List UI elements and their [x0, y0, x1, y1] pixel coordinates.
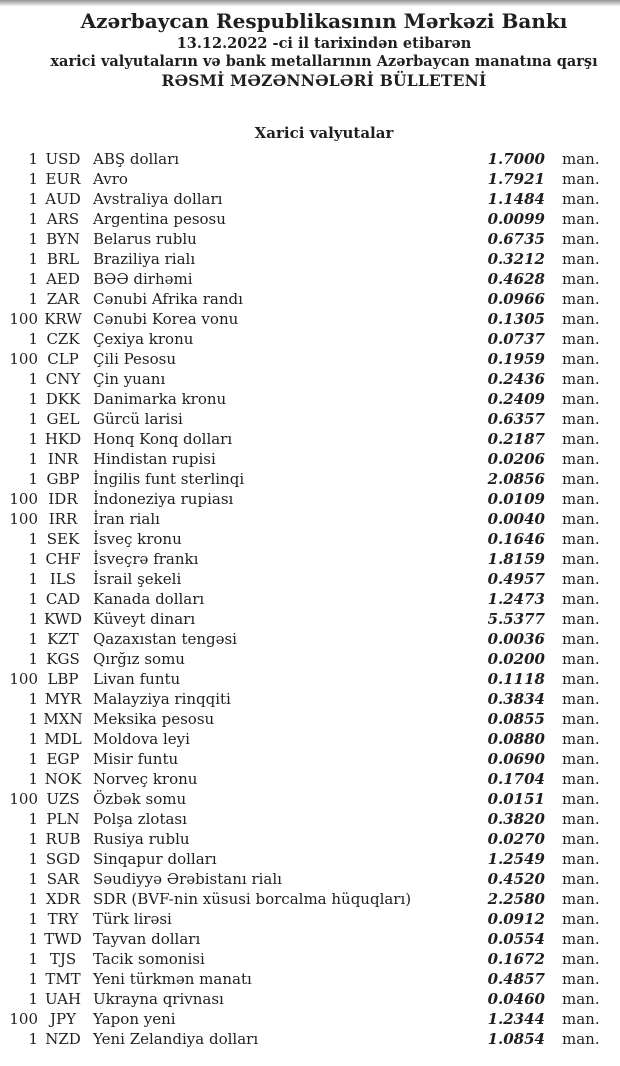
qty-cell: 1 [28, 750, 38, 768]
currency-name: BƏƏ dirhəmi [93, 270, 193, 288]
currency-code: KZT [47, 630, 79, 648]
table-row [0, 369, 620, 389]
currency-name: Moldova leyi [93, 730, 190, 748]
rate-value: 0.6735 [487, 230, 545, 248]
table-row [0, 709, 620, 729]
qty-cell: 1 [28, 210, 38, 228]
table-row [0, 269, 620, 289]
unit-label: man. [562, 1010, 600, 1028]
table-row [0, 149, 620, 169]
table-row [0, 429, 620, 449]
currency-code: NOK [44, 770, 82, 788]
currency-name: Küveyt dinarı [93, 610, 196, 628]
table-row [0, 209, 620, 229]
qty-cell: 1 [28, 870, 38, 888]
currency-code: SEK [46, 530, 80, 548]
unit-label: man. [562, 210, 600, 228]
qty-cell: 1 [28, 290, 38, 308]
qty-cell: 100 [9, 510, 38, 528]
table-row [0, 649, 620, 669]
qty-cell: 1 [28, 250, 38, 268]
table-row [0, 389, 620, 409]
qty-cell: 1 [28, 170, 38, 188]
rate-value: 0.1118 [487, 670, 545, 688]
qty-cell: 100 [9, 310, 38, 328]
unit-label: man. [562, 830, 600, 848]
section-title-foreign-currencies: Xarici valyutalar [254, 124, 394, 142]
unit-label: man. [562, 930, 600, 948]
table-row [0, 449, 620, 469]
currency-code: BRL [46, 250, 80, 268]
window-top-border [0, 0, 620, 6]
rate-value: 1.8159 [487, 550, 545, 568]
table-row [0, 969, 620, 989]
qty-cell: 100 [9, 350, 38, 368]
unit-label: man. [562, 330, 600, 348]
table-row [0, 289, 620, 309]
currency-code: TJS [49, 950, 77, 968]
table-row [0, 1009, 620, 1029]
unit-label: man. [562, 450, 600, 468]
rate-value: 0.6357 [487, 410, 545, 428]
currency-code: AED [46, 270, 80, 288]
unit-label: man. [562, 230, 600, 248]
currency-code: MDL [44, 730, 82, 748]
currency-code: PLN [46, 810, 80, 828]
table-row [0, 989, 620, 1009]
table-row [0, 609, 620, 629]
table-row [0, 749, 620, 769]
currency-code: CAD [45, 590, 81, 608]
rate-value: 1.7921 [487, 170, 545, 188]
currency-name: Gürcü larisi [93, 410, 183, 428]
qty-cell: 1 [28, 410, 38, 428]
currency-code: IDR [48, 490, 78, 508]
currency-name: Avro [93, 170, 128, 188]
unit-label: man. [562, 250, 600, 268]
qty-cell: 1 [28, 930, 38, 948]
currency-code: GBP [46, 470, 80, 488]
currency-code: USD [45, 150, 81, 168]
qty-cell: 1 [28, 390, 38, 408]
currency-name: SDR (BVF-nin xüsusi borcalma hüquqları) [93, 890, 412, 908]
unit-label: man. [562, 750, 600, 768]
currency-code: IRR [48, 510, 78, 528]
currency-name: Honq Konq dolları [93, 430, 233, 448]
unit-label: man. [562, 490, 600, 508]
table-row [0, 589, 620, 609]
unit-label: man. [562, 530, 600, 548]
qty-cell: 1 [28, 450, 38, 468]
table-row [0, 889, 620, 909]
qty-cell: 1 [28, 430, 38, 448]
rate-value: 1.2473 [487, 590, 545, 608]
unit-label: man. [562, 670, 600, 688]
currency-name: İsveç kronu [93, 530, 182, 548]
currency-code: JPY [49, 1010, 76, 1028]
rate-value: 5.5377 [487, 610, 545, 628]
currency-code: ILS [49, 570, 77, 588]
unit-label: man. [562, 850, 600, 868]
unit-label: man. [562, 610, 600, 628]
qty-cell: 1 [28, 370, 38, 388]
rate-value: 2.2580 [487, 890, 545, 908]
qty-cell: 1 [28, 910, 38, 928]
unit-label: man. [562, 590, 600, 608]
rate-value: 0.0036 [487, 630, 545, 648]
currency-name: Livan funtu [93, 670, 181, 688]
unit-label: man. [562, 570, 600, 588]
unit-label: man. [562, 790, 600, 808]
currency-name: Cənubi Korea vonu [93, 310, 239, 328]
rate-value: 0.4520 [487, 870, 545, 888]
currency-name: Polşa zlotası [93, 810, 187, 828]
qty-cell: 1 [28, 470, 38, 488]
rate-value: 0.0040 [487, 510, 545, 528]
currency-name: ABŞ dolları [93, 150, 180, 168]
currency-name: Özbək somu [93, 790, 187, 808]
unit-label: man. [562, 630, 600, 648]
currency-name: Qazaxıstan tengəsi [93, 630, 237, 648]
currency-name: Yeni Zelandiya dolları [93, 1030, 259, 1048]
qty-cell: 1 [28, 730, 38, 748]
currency-name: Malayziya rinqqiti [93, 690, 231, 708]
currency-name: Ukrayna qrivnası [93, 990, 224, 1008]
rate-value: 0.0460 [487, 990, 545, 1008]
rate-value: 0.0912 [487, 910, 545, 928]
table-row [0, 469, 620, 489]
unit-label: man. [562, 990, 600, 1008]
rate-value: 0.2409 [487, 390, 545, 408]
rate-value: 1.0854 [487, 1030, 545, 1048]
qty-cell: 1 [28, 890, 38, 908]
unit-label: man. [562, 1030, 600, 1048]
bulletin-subtitle: xarici valyutaların və bank metallarının Azərbaycan manatına qarşı [50, 53, 598, 70]
unit-label: man. [562, 690, 600, 708]
currency-name: Sinqapur dolları [93, 850, 217, 868]
currency-name: Çili Pesosu [93, 350, 177, 368]
rate-value: 1.2344 [487, 1010, 545, 1028]
currency-code: AUD [45, 190, 81, 208]
currency-code: KRW [44, 310, 82, 328]
unit-label: man. [562, 350, 600, 368]
currency-code: EGP [46, 750, 80, 768]
table-row [0, 529, 620, 549]
currency-name: Argentina pesosu [93, 210, 226, 228]
qty-cell: 1 [28, 650, 38, 668]
qty-cell: 100 [9, 670, 38, 688]
rate-value: 0.4857 [487, 970, 545, 988]
currency-name: Qırğız somu [93, 650, 185, 668]
table-row [0, 869, 620, 889]
currency-name: Səudiyyə Ərəbistanı rialı [93, 870, 282, 888]
rate-value: 0.1959 [487, 350, 545, 368]
currency-name: Yeni türkmən manatı [93, 970, 252, 988]
unit-label: man. [562, 870, 600, 888]
qty-cell: 1 [28, 570, 38, 588]
currency-code: CNY [45, 370, 81, 388]
qty-cell: 1 [28, 810, 38, 828]
table-row [0, 1029, 620, 1049]
currency-name: Rusiya rublu [93, 830, 190, 848]
currency-code: TRY [47, 910, 79, 928]
unit-label: man. [562, 310, 600, 328]
currency-name: Misir funtu [93, 750, 179, 768]
rate-value: 0.0966 [487, 290, 545, 308]
currency-code: BYN [46, 230, 80, 248]
unit-label: man. [562, 730, 600, 748]
qty-cell: 1 [28, 950, 38, 968]
qty-cell: 1 [28, 590, 38, 608]
rate-value: 0.1672 [487, 950, 545, 968]
rate-value: 0.3820 [487, 810, 545, 828]
qty-cell: 1 [28, 530, 38, 548]
qty-cell: 100 [9, 790, 38, 808]
currency-name: Çexiya kronu [93, 330, 194, 348]
unit-label: man. [562, 650, 600, 668]
rates-table [0, 149, 620, 1049]
currency-code: DKK [45, 390, 81, 408]
unit-label: man. [562, 550, 600, 568]
unit-label: man. [562, 970, 600, 988]
bank-name-title: Azərbaycan Respublikasının Mərkəzi Bankı [80, 9, 568, 33]
rate-value: 0.0690 [487, 750, 545, 768]
effective-date-line: 13.12.2022 -ci il tarixindən etibarən [176, 35, 472, 52]
currency-name: Danimarka kronu [93, 390, 227, 408]
unit-label: man. [562, 710, 600, 728]
qty-cell: 1 [28, 270, 38, 288]
currency-name: Türk lirəsi [93, 910, 172, 928]
table-row [0, 249, 620, 269]
table-row [0, 789, 620, 809]
table-row [0, 489, 620, 509]
unit-label: man. [562, 770, 600, 788]
unit-label: man. [562, 910, 600, 928]
qty-cell: 1 [28, 710, 38, 728]
currency-code: EUR [45, 170, 81, 188]
currency-name: İsrail şekeli [93, 570, 182, 588]
unit-label: man. [562, 890, 600, 908]
table-row [0, 949, 620, 969]
unit-label: man. [562, 810, 600, 828]
currency-code: XDR [46, 890, 80, 908]
rate-value: 0.0880 [487, 730, 545, 748]
table-row [0, 629, 620, 649]
currency-code: CHF [45, 550, 81, 568]
table-row [0, 829, 620, 849]
currency-code: MYR [44, 690, 82, 708]
unit-label: man. [562, 470, 600, 488]
qty-cell: 1 [28, 690, 38, 708]
rate-value: 0.0554 [487, 930, 545, 948]
qty-cell: 1 [28, 770, 38, 788]
currency-code: TWD [44, 930, 82, 948]
currency-code: LBP [47, 670, 79, 688]
table-row [0, 669, 620, 689]
currency-code: GEL [46, 410, 80, 428]
currency-code: CZK [46, 330, 80, 348]
currency-code: UAH [44, 990, 82, 1008]
currency-code: KGS [46, 650, 80, 668]
unit-label: man. [562, 370, 600, 388]
currency-code: SAR [46, 870, 80, 888]
table-row [0, 909, 620, 929]
unit-label: man. [562, 430, 600, 448]
qty-cell: 1 [28, 150, 38, 168]
currency-name: İndoneziya rupiası [93, 490, 234, 508]
unit-label: man. [562, 270, 600, 288]
currency-name: Meksika pesosu [93, 710, 215, 728]
currency-name: İsveçrə frankı [93, 550, 199, 568]
rate-value: 0.1646 [487, 530, 545, 548]
currency-code: UZS [46, 790, 80, 808]
table-row [0, 729, 620, 749]
unit-label: man. [562, 190, 600, 208]
table-row [0, 349, 620, 369]
currency-name: Avstraliya dolları [93, 190, 223, 208]
qty-cell: 1 [28, 550, 38, 568]
currency-code: SGD [45, 850, 81, 868]
rate-value: 0.4628 [487, 270, 545, 288]
currency-name: Çin yuanı [93, 370, 166, 388]
table-row [0, 689, 620, 709]
unit-label: man. [562, 150, 600, 168]
currency-code: ARS [46, 210, 80, 228]
document-header [0, 8, 620, 91]
table-row [0, 329, 620, 349]
table-row [0, 409, 620, 429]
table-row [0, 189, 620, 209]
rate-value: 0.2436 [487, 370, 545, 388]
rate-value: 0.4957 [487, 570, 545, 588]
qty-cell: 1 [28, 970, 38, 988]
currency-code: INR [47, 450, 79, 468]
qty-cell: 100 [9, 1010, 38, 1028]
rate-value: 0.0151 [487, 790, 545, 808]
unit-label: man. [562, 170, 600, 188]
currency-code: RUB [45, 830, 81, 848]
qty-cell: 1 [28, 630, 38, 648]
table-row [0, 809, 620, 829]
qty-cell: 1 [28, 990, 38, 1008]
currency-name: Hindistan rupisi [93, 450, 216, 468]
rate-value: 0.0200 [487, 650, 545, 668]
rate-value: 0.1305 [487, 310, 545, 328]
currency-name: İran rialı [93, 510, 160, 528]
unit-label: man. [562, 410, 600, 428]
currency-code: HKD [44, 430, 82, 448]
currency-name: İngilis funt sterlinqi [93, 470, 245, 488]
currency-name: Cənubi Afrika randı [93, 290, 243, 308]
rate-value: 1.7000 [487, 150, 545, 168]
qty-cell: 1 [28, 830, 38, 848]
rate-value: 0.2187 [487, 430, 545, 448]
unit-label: man. [562, 950, 600, 968]
table-row [0, 769, 620, 789]
unit-label: man. [562, 390, 600, 408]
qty-cell: 1 [28, 330, 38, 348]
table-row [0, 169, 620, 189]
currency-code: KWD [43, 610, 83, 628]
unit-label: man. [562, 510, 600, 528]
currency-code: CLP [47, 350, 79, 368]
qty-cell: 1 [28, 230, 38, 248]
currency-name: Tacik somonisi [93, 950, 205, 968]
currency-name: Kanada dolları [93, 590, 205, 608]
table-row [0, 309, 620, 329]
rate-value: 0.3834 [487, 690, 545, 708]
rate-value: 0.0109 [487, 490, 545, 508]
rate-value: 0.0206 [487, 450, 545, 468]
bulletin-title: RƏSMİ MƏZƏNNƏLƏRİ BÜLLETENİ [161, 71, 487, 90]
currency-code: TMT [45, 970, 81, 988]
rate-value: 1.1484 [487, 190, 545, 208]
currency-code: MXN [43, 710, 83, 728]
rate-value: 2.0856 [487, 470, 545, 488]
rate-value: 1.2549 [487, 850, 545, 868]
qty-cell: 100 [9, 490, 38, 508]
table-row [0, 229, 620, 249]
qty-cell: 1 [28, 610, 38, 628]
rate-value: 0.3212 [487, 250, 545, 268]
currency-name: Yapon yeni [93, 1010, 176, 1028]
currency-name: Belarus rublu [93, 230, 197, 248]
table-row [0, 549, 620, 569]
qty-cell: 1 [28, 850, 38, 868]
table-row [0, 929, 620, 949]
table-row [0, 569, 620, 589]
currency-name: Braziliya rialı [93, 250, 196, 268]
currency-name: Norveç kronu [93, 770, 198, 788]
unit-label: man. [562, 290, 600, 308]
rate-value: 0.0270 [487, 830, 545, 848]
rate-value: 0.0855 [487, 710, 545, 728]
rate-value: 0.0099 [487, 210, 545, 228]
currency-code: NZD [45, 1030, 81, 1048]
table-row [0, 509, 620, 529]
table-row [0, 849, 620, 869]
rate-value: 0.1704 [487, 770, 545, 788]
rate-value: 0.0737 [487, 330, 545, 348]
currency-name: Tayvan dolları [93, 930, 201, 948]
qty-cell: 1 [28, 1030, 38, 1048]
currency-code: ZAR [46, 290, 80, 308]
qty-cell: 1 [28, 190, 38, 208]
